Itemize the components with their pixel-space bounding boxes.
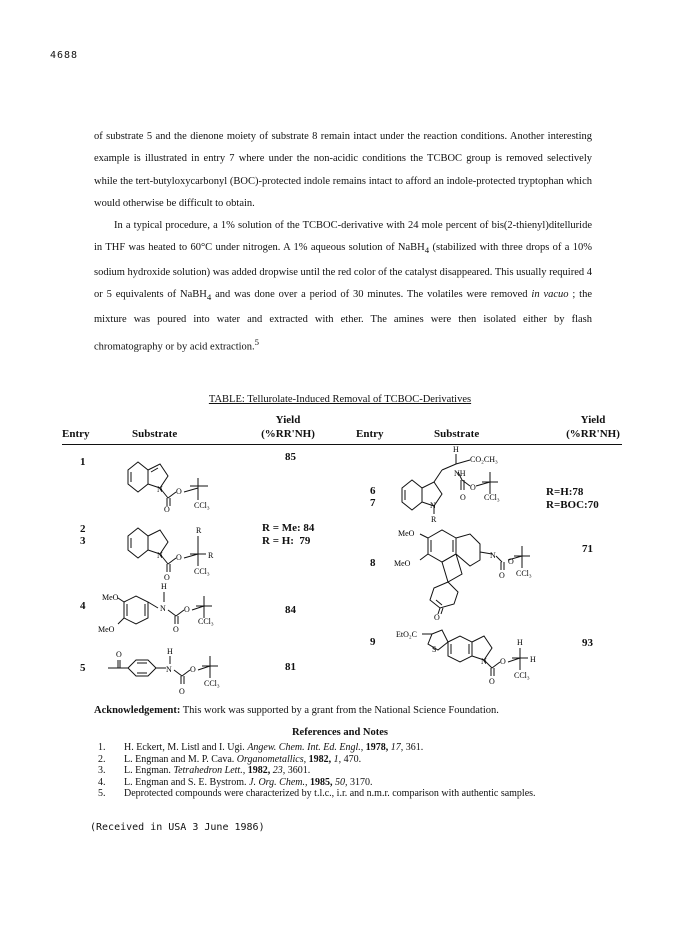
atom-s: S: [432, 645, 437, 654]
structure-entry-9: [392, 620, 552, 686]
group-ccl3: CCl₃: [194, 501, 210, 510]
acknowledgement: [94, 705, 614, 716]
table-title: TABLE: Tellurolate-Induced Removal of TCBOC-Derivatives: [208, 394, 472, 405]
substituent-r: R: [196, 526, 202, 535]
group-ccl3: CCl₃: [198, 617, 214, 626]
header-substrate-left: Substrate: [132, 428, 178, 440]
entry-number: 7: [370, 497, 376, 509]
structure-entry-8: [392, 520, 552, 620]
atom-h: H: [530, 655, 536, 664]
p2-part-d: ; the mixture was poured into water and extracted with ether. The amines were then isolated either by flash chromatography or by acid extraction.: [94, 289, 593, 353]
group-meo: MeO: [394, 559, 411, 568]
page-number: 4688: [50, 50, 79, 61]
subscript-4-b: 4: [206, 292, 212, 303]
structure-entry-6-7: [392, 445, 542, 524]
entry-number: 1: [80, 456, 86, 468]
atom-o: O: [164, 573, 170, 582]
atom-o: O: [500, 657, 506, 666]
ack-label: Acknowledgement:: [94, 705, 181, 716]
table-rule: [62, 444, 622, 445]
yield-value: R = H: 79: [262, 535, 311, 547]
reference-item: 2. L. Engman and M. P. Cava. Organometallics, 1982, 1, 470.: [98, 753, 362, 765]
reference-item: 3. L. Engman. Tetrahedron Lett., 1982, 23, 3601.: [98, 765, 311, 776]
atom-o: O: [184, 605, 190, 614]
entry-number: 4: [80, 600, 86, 612]
structure-entry-2-3: [118, 516, 228, 580]
group-meo: MeO: [102, 593, 119, 602]
p2-italic: in vacuo: [531, 289, 569, 301]
atom-h: H: [167, 647, 173, 656]
p2-part-a: In a typical procedure, a 1% solution of the TCBOC-derivative with 24 mole percent of bis(2-thienyl)ditelluride in THF was heated to 60°C under nitrogen. A 1% aqueous solution of NaBH: [94, 220, 592, 254]
ack-text: This work was supported by a grant from the National Science Foundation.: [182, 705, 499, 716]
entry-number: 8: [370, 557, 376, 569]
reference-item: 4. L. Engman and S. E. Bystrom. J. Org. Chem., 1985, 50, 3170.: [98, 776, 373, 788]
structure-entry-5: [104, 648, 244, 700]
atom-n: N: [157, 551, 163, 560]
group-ccl3: CCl₃: [514, 671, 530, 680]
header-entry-right: Entry: [356, 428, 384, 440]
yield-value: 84: [285, 604, 296, 616]
reference-item: 1. H. Eckert, M. Listl and I. Ugi. Angew. Chem. Int. Ed. Engl., 1978, 17, 361.: [98, 742, 424, 753]
atom-o: O: [499, 571, 505, 580]
atom-o: O: [176, 487, 182, 496]
p2-part-c: and was done over a period of 30 minutes. The volatiles were removed: [215, 289, 528, 301]
atom-o: O: [176, 553, 182, 562]
group-eto2c: EtO₂C: [396, 630, 418, 639]
group-ccl3: CCl₃: [516, 569, 532, 578]
entry-number: 9: [370, 636, 376, 648]
yield-value: R=H:78: [546, 486, 584, 498]
atom-n: N: [490, 551, 496, 560]
atom-h: H: [161, 582, 167, 591]
yield-value: R = Me: 84: [262, 522, 315, 534]
atom-n: N: [160, 604, 166, 613]
reference-item: 5. Deprotected compounds were characterized by t.l.c., i.r. and n.m.r. comparison with authentic samples.: [98, 788, 536, 799]
atom-o: O: [460, 493, 466, 502]
atom-o: O: [190, 665, 196, 674]
entry-number: 3: [80, 535, 86, 547]
group-ccl3: CCl₃: [194, 567, 210, 576]
atom-h: H: [453, 445, 459, 454]
structure-entry-4: [94, 580, 234, 646]
references-title: References and Notes: [291, 727, 389, 738]
atom-o: O: [179, 687, 185, 696]
yield-value: 71: [582, 543, 593, 555]
p2-part-b: (stabilized with three drops of a 10% sodium hydroxide solution) was added dropwise until the red color of the catalyst disappeared. This usually required 4 or 5 equivalents of NaBH: [94, 242, 593, 301]
paragraph-1: of substrate 5 and the dienone moiety of substrate 8 remain intact under the reaction conditions. Another interesting example is illustrated in entry 7 where under the non-acidic conditions the TCBOC group is removed selectively while the tert-butyloxycarbonyl (BOC)-protected indole remains intact to afford an indole-protected tryptophan which would otherwise be difficult to obtain.: [94, 131, 592, 209]
subscript-4-a: 4: [424, 245, 430, 256]
atom-n: N: [430, 501, 436, 510]
group-ccl3: CCl₃: [204, 679, 220, 688]
yield-value: 85: [285, 451, 296, 463]
received-date: (Received in USA 3 June 1986): [90, 822, 265, 833]
entry-number: 2: [80, 523, 86, 535]
group-ccl3: CCl₃: [484, 493, 500, 502]
header-entry-left: Entry: [62, 428, 90, 440]
group-meo: MeO: [398, 529, 415, 538]
atom-o: O: [470, 483, 476, 492]
yield-value: R=BOC:70: [546, 499, 599, 511]
group-co2ch3: CO₂CH₃: [470, 455, 498, 464]
atom-o: O: [508, 557, 514, 566]
atom-nh: NH: [454, 469, 466, 478]
atom-o: O: [489, 677, 495, 686]
entry-number: 6: [370, 485, 376, 497]
atom-o: O: [173, 625, 179, 634]
atom-o: O: [434, 613, 440, 622]
atom-n: N: [157, 485, 163, 494]
atom-h: H: [517, 638, 523, 647]
atom-n: N: [166, 665, 172, 674]
group-meo: MeO: [98, 625, 115, 634]
atom-o: O: [116, 650, 122, 659]
header-yield-left: Yield (%RR'NH): [261, 414, 315, 440]
yield-value: 81: [285, 661, 296, 673]
superscript-5: 5: [254, 336, 260, 347]
substituent-r: R: [208, 551, 214, 560]
substituent-r: R: [431, 515, 437, 524]
yield-value: 93: [582, 637, 593, 649]
header-yield-right: Yield (%RR'NH): [566, 414, 620, 440]
atom-o: O: [164, 505, 170, 514]
structure-entry-1: [118, 450, 228, 512]
references-list: [98, 742, 598, 800]
atom-n: N: [481, 657, 487, 666]
entry-number: 5: [80, 662, 86, 674]
header-substrate-right: Substrate: [434, 428, 480, 440]
